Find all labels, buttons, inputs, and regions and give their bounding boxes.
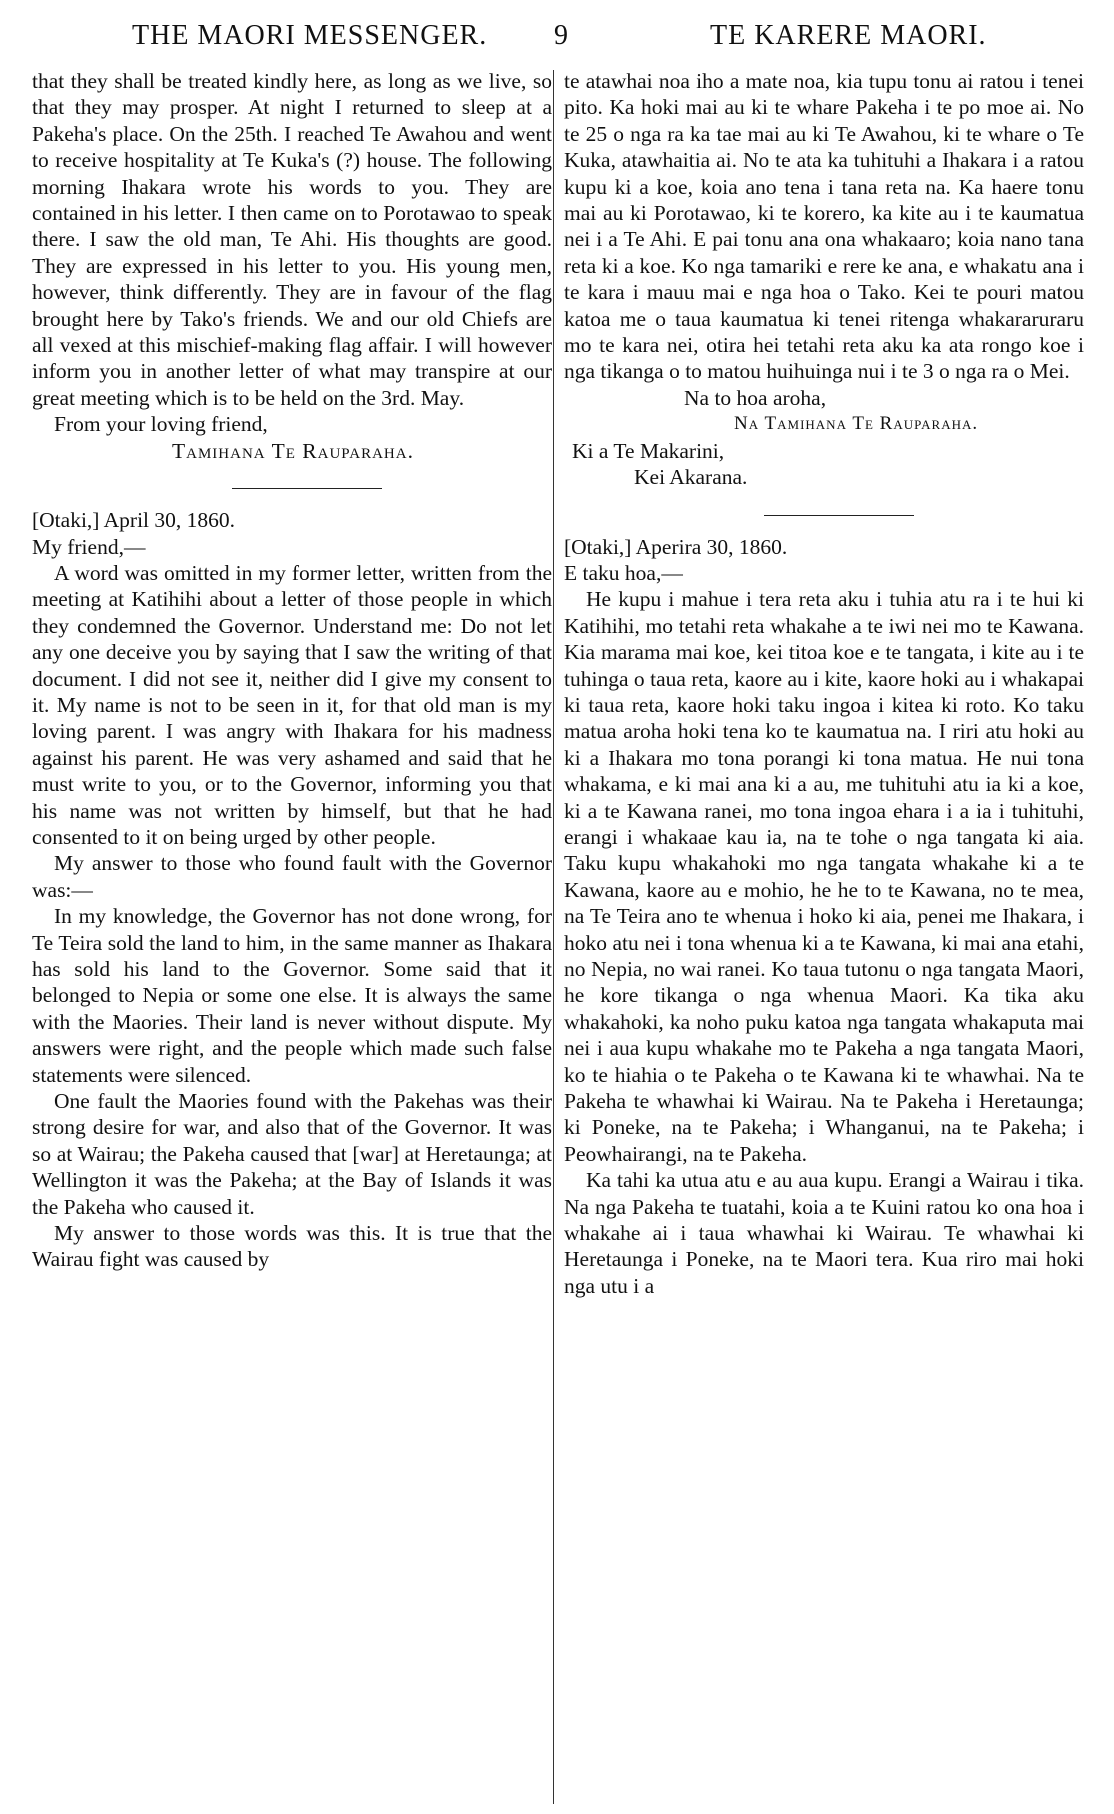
maori-column bbox=[564, 68, 1084, 1810]
english-dateline: [Otaki,] April 30, 1860. bbox=[32, 508, 236, 533]
english-intro-paragraph: that they shall be treated kindly here, as long as we live, so that they may prosper. At night I returned to sleep at a Pakeha's place. On the 25th. I reached Te Awahou and went to receive hospitality at Te Kuka's (?) house. The following morning Ihakara wrote his words to you. They are contained in his letter. I then came on to Porotawao to speak there. I saw the old man, Te Ahi. His thoughts are good. They are expressed in his letter to you. His young men, however, think differently. They are in favour of the flag brought here by Tako's friends. We and our old Chiefs are all vexed at this mischief-making flag affair. I will however inform you in another letter of what may transpire at our great meeting which is to be held on the 3rd. May. bbox=[32, 69, 552, 410]
page-number: 9 bbox=[554, 20, 569, 51]
english-column bbox=[32, 68, 552, 1810]
maori-location: Kei Akarana. bbox=[634, 465, 748, 490]
english-paragraph: One fault the Maories found with the Pakehas was their strong desire for war, and also that of the Governor. It was so at Wairau; the Pakeha caused that [war] at Heretaunga; at Wellington it was the Pakeha; at the Bay of Islands it was the Pakeha who caused it. bbox=[32, 1089, 552, 1219]
english-salutation: My friend,— bbox=[32, 534, 146, 559]
maori-salutation: E taku hoa,— bbox=[564, 560, 683, 585]
maori-masthead-title: TE KARERE MAORI. bbox=[710, 20, 987, 51]
maori-intro-paragraph: te atawhai noa iho a mate noa, kia tupu tonu ai ratou i tenei pito. Ka hoki mai au ki te whare Pakeha i te po moe ai. No te 25 o nga ra ka tae mai au ki Te Awahou, ki te whare o Te Kuka, atawhaitia ai. No te ata ka tuhituhi a Ihakara i a ratou kupu ki a koe, koia ano tena i tana reta na. Ka haere tonu mai au ki Porotawao, ki te korero, ka kite au i te kaumatua nei i a Te Ahi. E pai tonu ana ona whakaaro; koia nano tana reta ki a koe. Ko nga tamariki e rere ke ana, e whakatu ana i te kara i mauu mai e nga hoa o Tako. Kei te pouri matou katoa me o taua kaumatua ki tenei ritenga whakararuraru mo te kara nei, otira hei tetahi reta aku ka ata rongo koe i nga tikanga o to matou huihuinga nui i te 3 o nga ra o Mei. bbox=[564, 69, 1084, 384]
english-paragraph: A word was omitted in my former letter, written from the meeting at Katihihi about a letter of those people in which they condemned the Governor. Understand me: Do not let any one deceive you by saying that I saw the writing of that document. I did not see it, neither did I give my consent to it. My name is not to be seen in it, for that old man is my loving parent. I was angry with Ihakara for his madness against his parent. He was very ashamed and said that he must write to you, or to the Governor, informing you that his name was not written by himself, but that he had consented to it on being urged by other people. bbox=[32, 560, 552, 849]
maori-addressee: Ki a Te Makarini, bbox=[572, 438, 725, 463]
maori-paragraph: He kupu i mahue i tera reta aku i tuhia atu ra i te hui ki Katihihi, mo tetahi reta whakahe a te iwi nei mo te Kawana. Kia marama mai koe, kei titoa koe e te tangata, i kite au i te tuhinga o taua reta, kaore au i kite, kaore hoki au i whakapai ki taua reta, kaore hoki taku ingoa i kitea ki roto. Ko taku matua aroha hoki tena ko te kaumatua na. I riri atu hoki au ki a Ihakara mo tona porangi ki tona matua. He nui tona whakama, e ki mai ana ki a au, me tuhituhi atu ia ki a koe, ki a te Kawana ranei, mo tona ingoa ehara i a ia i tuhituhi, erangi i whakaae kau ia, na te tohe o nga tangata ki aia. Taku kupu whakahoki mo nga tangata whakahe ki a te Kawana, kaore au e mohio, he he to te Kawana, no te mea, na Te Teira ano te whenua i hoko ki aia, penei me Ihakara, i hoko atu nei i tona whenua ki a te Kawana, ki mai ana etahi, no Nepia, no wai ranei. Ko taua tutonu o nga tangata Maori, he kore tikanga o nga whenua Maori. Ka tika aku whakahoki, ka noho puku katoa nga tangata whakaputa mai nei i aua kupu whakahe mo te Pakeha a nga tangata Maori, ko te hiahia o te Pakeha o te Kawana ki te whawhai. Na te Pakeha te whawhai ki Wairau. Na te Pakeha i Heretaunga; ki Poneke, na te Pakeha; i Whanganui, na te Pakeha; i Peowhairangi, na te Pakeha. bbox=[564, 587, 1084, 1166]
english-paragraph: My answer to those words was this. It is true that the Wairau fight was caused by bbox=[32, 1221, 552, 1272]
english-paragraph: In my knowledge, the Governor has not done wrong, for Te Teira sold the land to him, in the same manner as Ihakara has sold his land to the Governor. Some said that it belonged to Nepia or some one else. It is always the same with the Maories. Their land is never without dispute. My answers were right, and the people which made such false statements were silenced. bbox=[32, 904, 552, 1087]
maori-dateline: [Otaki,] Aperira 30, 1860. bbox=[564, 534, 788, 559]
maori-paragraph: Ka tahi ka utua atu e au aua kupu. Erangi a Wairau i tika. Na nga Pakeha te tuatahi, koia a te Kuini ratou ko ona hoa i whakahe ai i taua whawhai ki Wairau. Te whawhai ki Heretaunga i Poneke, na te Maori tera. Kua riro mai hoki nga utu i a bbox=[564, 1168, 1084, 1298]
maori-signature: Na Tamihana Te Rauparaha. bbox=[734, 413, 979, 435]
section-rule bbox=[764, 515, 914, 516]
page-header bbox=[40, 14, 1076, 64]
english-masthead-title: THE MAORI MESSENGER. bbox=[132, 20, 488, 51]
maori-closing: Na to hoa aroha, bbox=[684, 385, 827, 410]
section-rule bbox=[232, 488, 382, 489]
english-signature: Tamihana Te Rauparaha. bbox=[172, 438, 414, 463]
english-closing: From your loving friend, bbox=[54, 412, 268, 437]
column-divider bbox=[553, 70, 554, 1804]
english-paragraph: My answer to those who found fault with the Governor was:— bbox=[32, 851, 552, 902]
